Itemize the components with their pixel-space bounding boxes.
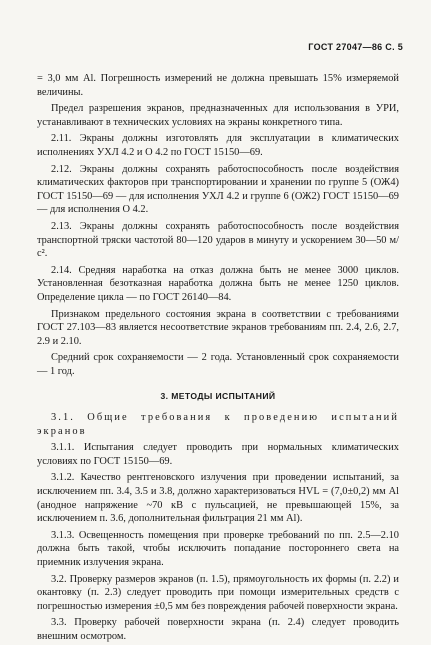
- page-body: [37, 72, 399, 644]
- paragraph: 3.1.1. Испытания следует проводить при нормальных климатических условиях по ГОСТ 15150—69.: [37, 442, 399, 467]
- paragraph: 2.14. Средняя наработка на отказ должна быть не менее 3000 циклов. Установленная безотказная наработка должна быть не менее 1250 циклов. Определение цикла — по ГОСТ 26140—84.: [37, 264, 399, 303]
- paragraph: 2.13. Экраны должны сохранять работоспособность после воздействия транспортной тряски частотой 80—120 ударов в минуту и ускорением 30—50 м/с².: [37, 220, 399, 260]
- subsection-title: 3.1. Общие требования к проведению испытаний экранов: [37, 412, 399, 437]
- section-heading: 3. МЕТОДЫ ИСПЫТАНИЙ: [160, 391, 276, 402]
- paragraph: 3.2. Проверку размеров экранов (п. 1.5), прямоугольность их формы (п. 2.2) и окантовку (п. 2.3) следует проводить при помощи измерительных средств с погрешностью измерения ±0,5 мм без повреждения рабочей поверхности экрана.: [37, 573, 399, 612]
- paragraph: 2.11. Экраны должны изготовлять для эксплуатации в климатических исполнениях УХЛ 4.2 и О 4.2 по ГОСТ 15150—69.: [37, 133, 399, 158]
- paragraph: 3.1.2. Качество рентгеновского излучения при проведении испытаний, за исключением пп. 3.4, 3.5 и 3.8, должно характеризоваться HVL = (7,0±0,2) мм Al (анодное напряжение ~70 кВ с пульсацией, не превышающей 15%, за исключением п. 3.6, дополнительная фильтрация 21 мм Al).: [37, 472, 399, 525]
- paragraph: 3.1.3. Освещенность помещения при проверке требований по пп. 2.5—2.10 должна быть такой, чтобы исключить попадание постороннего света на приемник излучения экрана.: [37, 529, 399, 568]
- paragraph: Средний срок сохраняемости — 2 года. Установленный срок сохраняемости — 1 год.: [37, 352, 399, 377]
- paragraph: Признаком предельного состояния экрана в соответствии с требованиями ГОСТ 27.103—83 является несоответствие экранов требованиям пп. 2.4, 2.6, 2.7, 2.9 и 2.10.: [37, 308, 399, 347]
- page-header: ГОСТ 27047—86 С. 5: [308, 42, 403, 52]
- paragraph: 2.12. Экраны должны сохранять работоспособность после воздействия климатических факторов при транспортировании и хранении по группе 5 (ОЖ4) ГОСТ 15150—69 — для исполнения УХЛ 4.2 и группе 6 (ОЖ2) ГОСТ 15150—69 — для исполнения О 4.2.: [37, 163, 399, 216]
- paragraph: Предел разрешения экранов, предназначенных для использования в УРИ, устанавливают в технических условиях на экраны конкретного типа.: [37, 103, 399, 128]
- paragraph: = 3,0 мм Al. Погрешность измерений не должна превышать 15% измеряемой величины.: [37, 73, 399, 98]
- paragraph: 3.3. Проверку рабочей поверхности экрана (п. 2.4) следует проводить внешним осмотром.: [37, 617, 399, 642]
